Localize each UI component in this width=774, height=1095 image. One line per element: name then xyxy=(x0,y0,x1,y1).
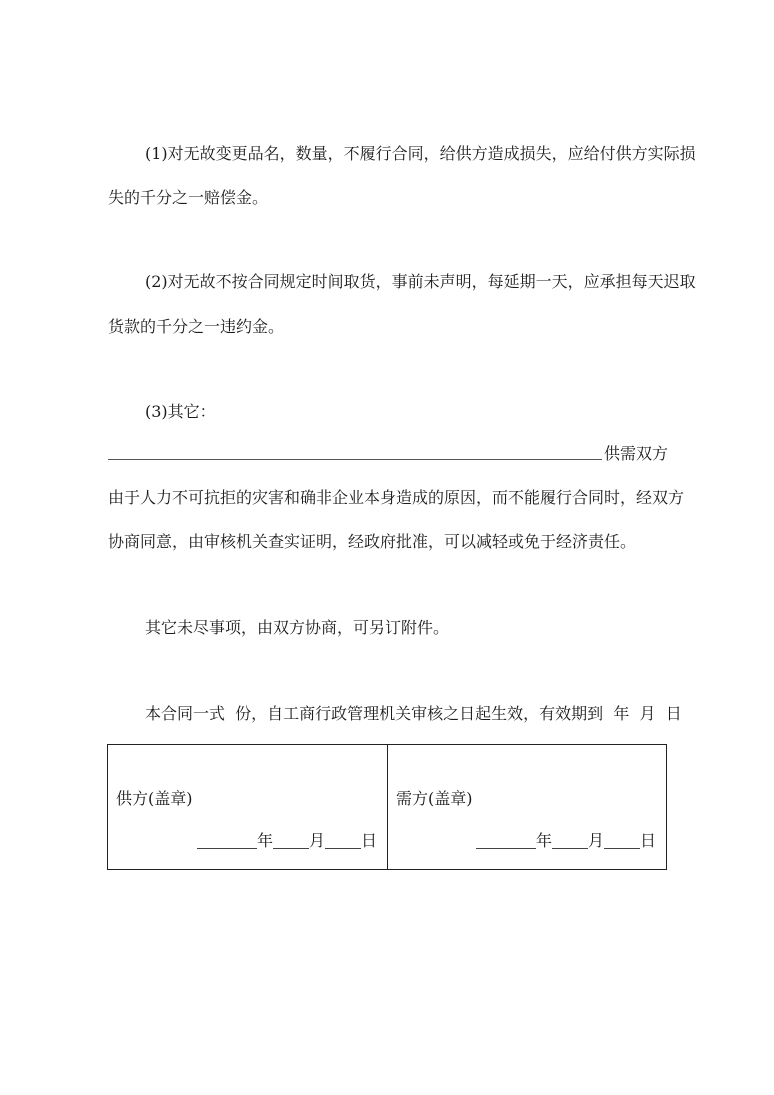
signature-table xyxy=(107,744,667,870)
buyer-day-label: 日 xyxy=(639,831,656,850)
clause-3-blank-row xyxy=(108,443,668,465)
supplier-year-blank xyxy=(197,831,257,849)
clause-1-line-1: (1)对无故变更品名，数量，不履行合同，给供方造成损失，应给付供方实际损 xyxy=(145,144,696,163)
supplier-month-label: 月 xyxy=(308,831,325,850)
buyer-signature-cell xyxy=(388,745,666,869)
clause-3-fill-blank xyxy=(108,459,602,460)
buyer-year-label: 年 xyxy=(535,831,552,850)
supplier-signature-cell xyxy=(108,745,388,869)
clause-3-trailing-text: 供需双方 xyxy=(603,444,668,463)
clause-3-label: (3)其它： xyxy=(145,402,216,421)
supplier-year-label: 年 xyxy=(256,831,273,850)
buyer-month-blank xyxy=(552,831,588,849)
force-majeure-line-1: 由于人力不可抗拒的灾害和确非企业本身造成的原因，而不能履行合同时，经双方 xyxy=(108,488,685,507)
clause-2-line-1: (2)对无故不按合同规定时间取货，事前未声明，每延期一天，应承担每天迟取 xyxy=(145,272,696,291)
validity-text: 本合同一式 份，自工商行政管理机关审核之日起生效，有效期到 年 月 日 xyxy=(145,704,682,723)
force-majeure-line-2: 协商同意，由审核机关查实证明，经政府批准，可以减轻或免于经济责任。 xyxy=(108,532,637,551)
supplier-month-blank xyxy=(273,831,309,849)
buyer-year-blank xyxy=(476,831,536,849)
clause-2-line-2: 货款的千分之一违约金。 xyxy=(108,317,285,336)
buyer-date-line xyxy=(476,830,656,852)
buyer-day-blank xyxy=(604,831,640,849)
supplier-day-label: 日 xyxy=(360,831,377,850)
buyer-month-label: 月 xyxy=(587,831,604,850)
supplier-day-blank xyxy=(325,831,361,849)
other-matters-text: 其它未尽事项，由双方协商，可另订附件。 xyxy=(145,618,450,637)
supplier-seal-label: 供方(盖章) xyxy=(116,789,193,808)
clause-1-line-2: 失的千分之一赔偿金。 xyxy=(108,188,269,207)
supplier-date-line xyxy=(197,830,377,852)
buyer-seal-label: 需方(盖章) xyxy=(396,789,473,808)
